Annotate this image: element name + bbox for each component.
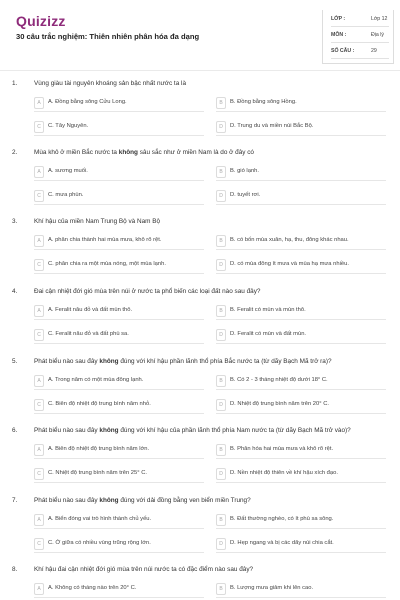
option-underline [34,204,204,205]
option-text: B. Đồng bằng sông Hồng. [230,99,297,105]
question-7 [0,497,400,565]
option-text: C. mưa phùn. [48,192,84,198]
option-underline [34,413,204,414]
answer-option-a[interactable] [34,166,204,180]
question-number: 5. [12,358,18,365]
option-underline [34,135,204,136]
answer-option-d[interactable] [216,538,386,552]
option-letter-badge: D [216,329,226,341]
answer-option-a[interactable] [34,583,204,597]
option-text: D. Nền nhiệt độ thiên về khí hậu xích đạo. [230,470,338,476]
option-text: B. Có 2 - 3 tháng nhiệt độ dưới 18° C. [230,377,328,383]
answer-option-c[interactable] [34,399,204,413]
header-divider [0,70,400,71]
option-underline [34,458,204,459]
option-letter-badge: D [216,190,226,202]
option-letter-badge: C [34,190,44,202]
option-text: A. sương muối. [48,168,88,174]
option-letter-badge: A [34,235,44,247]
option-letter-badge: B [216,305,226,317]
question-3 [0,218,400,286]
answer-option-c[interactable] [34,538,204,552]
answer-option-d[interactable] [216,468,386,482]
question-number: 3. [12,218,18,225]
option-text: A. Feralit nâu đỏ và đất mùn thô. [48,307,133,313]
option-letter-badge: B [216,97,226,109]
question-8 [0,566,400,600]
option-underline [216,343,386,344]
answer-option-c[interactable] [34,121,204,135]
meta-value: Địa lý [371,32,384,38]
question-number: 4. [12,288,18,295]
answer-option-d[interactable] [216,329,386,343]
answer-option-c[interactable] [34,190,204,204]
answer-option-b[interactable] [216,97,386,111]
option-underline [216,413,386,414]
question-6 [0,427,400,495]
meta-class [331,14,395,28]
option-underline [34,273,204,274]
option-letter-badge: A [34,514,44,526]
answer-option-b[interactable] [216,375,386,389]
option-underline [34,343,204,344]
option-text: C. Ở giữa có nhiều vùng trũng rộng lớn. [48,540,151,546]
option-letter-badge: B [216,166,226,178]
option-text: C. phân chia ra một mùa nóng, một mùa lạnh. [48,261,166,267]
option-text: A. phân chia thành hai mùa mưa, khô rõ rệt. [48,237,162,243]
worksheet-header [0,0,400,72]
meta-question-count [331,46,395,60]
option-text: D. Feralit có mùn và đất mùn. [230,331,307,337]
option-text: A. Đồng bằng sông Cửu Long. [48,99,127,105]
answer-option-b[interactable] [216,235,386,249]
answer-option-b[interactable] [216,166,386,180]
worksheet-meta [322,10,394,64]
option-underline [34,180,204,181]
question-text: Khí hậu của miền Nam Trung Bộ và Nam Bộ [34,218,161,225]
answer-option-b[interactable] [216,444,386,458]
option-underline [34,597,204,598]
option-text: D. có mùa đông ít mưa và mùa hạ mưa nhiều. [230,261,349,267]
option-letter-badge: C [34,121,44,133]
option-underline [216,528,386,529]
answer-option-d[interactable] [216,259,386,273]
answer-option-d[interactable] [216,399,386,413]
question-text: Đai cận nhiệt đới gió mùa trên núi ở nước ta phổ biến các loại đất nào sau đây? [34,288,261,295]
answer-option-a[interactable] [34,305,204,319]
meta-divider [331,26,389,27]
question-text: Khí hậu đai cận nhiệt đới gió mùa trên núi nước ta có đặc điểm nào sau đây? [34,566,254,573]
option-letter-badge: C [34,468,44,480]
meta-label: SỐ CÂU : [331,48,355,54]
option-letter-badge: A [34,97,44,109]
question-text: Phát biểu nào sau đây không đúng với khí hậu phần lãnh thổ phía Bắc nước ta (từ dãy Bạch Mã trở ra)? [34,358,332,365]
option-underline [216,249,386,250]
answer-option-c[interactable] [34,468,204,482]
answer-option-a[interactable] [34,235,204,249]
meta-subject [331,30,395,44]
option-text: D. Nhiệt độ trung bình năm trên 20° C. [230,401,329,407]
meta-value: 29 [371,48,377,54]
option-underline [34,249,204,250]
quizizz-logo: Quizizz [16,13,66,29]
option-text: B. Lượng mưa giảm khi lên cao. [230,585,314,591]
option-underline [216,273,386,274]
option-letter-badge: B [216,514,226,526]
option-text: D. Trung du và miền núi Bắc Bộ. [230,123,314,129]
question-text: Phát biểu nào sau đây không đúng với dải đồng bằng ven biển miền Trung? [34,497,251,504]
option-underline [216,111,386,112]
answer-option-c[interactable] [34,329,204,343]
option-text: A. Trong năm có một mùa đông lạnh. [48,377,144,383]
question-text: Phát biểu nào sau đây không đúng với khí hậu của phần lãnh thổ phía Nam nước ta (từ dãy Bạch Mã trở vào)? [34,427,351,434]
answer-option-a[interactable] [34,444,204,458]
option-text: B. Feralit có mùn và mùn thô. [230,307,306,313]
option-underline [216,482,386,483]
option-underline [216,458,386,459]
option-underline [216,204,386,205]
option-underline [34,528,204,529]
option-letter-badge: B [216,375,226,387]
option-text: B. Phân hóa hai mùa mưa và khô rõ rệt. [230,446,334,452]
option-text: D. tuyết rơi. [230,192,261,198]
option-letter-badge: A [34,166,44,178]
question-number: 6. [12,427,18,434]
option-letter-badge: C [34,259,44,271]
option-underline [34,319,204,320]
option-underline [34,552,204,553]
option-underline [216,135,386,136]
option-letter-badge: C [34,399,44,411]
option-underline [34,482,204,483]
option-letter-badge: B [216,235,226,247]
meta-divider [331,58,389,59]
option-text: B. gió lạnh. [230,168,260,174]
option-letter-badge: A [34,375,44,387]
question-2 [0,149,400,217]
option-letter-badge: A [34,305,44,317]
answer-option-c[interactable] [34,259,204,273]
question-4 [0,288,400,356]
question-number: 7. [12,497,18,504]
answer-option-a[interactable] [34,514,204,528]
option-underline [34,111,204,112]
option-letter-badge: A [34,583,44,595]
option-letter-badge: D [216,259,226,271]
answer-option-a[interactable] [34,375,204,389]
option-letter-badge: B [216,583,226,595]
option-underline [216,389,386,390]
answer-option-b[interactable] [216,305,386,319]
option-letter-badge: D [216,468,226,480]
option-text: C. Nhiệt độ trung bình năm trên 25° C. [48,470,147,476]
option-text: C. Biên độ nhiệt độ trung bình năm nhỏ. [48,401,151,407]
meta-label: MÔN : [331,32,347,38]
option-underline [216,597,386,598]
meta-value: Lớp 12 [371,16,388,22]
question-number: 8. [12,566,18,573]
option-underline [34,389,204,390]
option-letter-badge: B [216,444,226,456]
option-letter-badge: C [34,329,44,341]
question-5 [0,358,400,426]
option-text: B. có bốn mùa xuân, hạ, thu, đông khác nhau. [230,237,349,243]
option-text: B. Đất thường nghèo, có ít phù sa sông. [230,516,334,522]
answer-option-d[interactable] [216,121,386,135]
option-underline [216,180,386,181]
answer-option-b[interactable] [216,583,386,597]
option-letter-badge: D [216,399,226,411]
option-underline [216,319,386,320]
answer-option-a[interactable] [34,97,204,111]
option-text: C. Tây Nguyên. [48,123,89,129]
option-text: A. Biên độ nhiệt độ trung bình năm lớn. [48,446,150,452]
option-text: A. Biển đóng vai trò hình thành chủ yếu. [48,516,152,522]
answer-option-d[interactable] [216,190,386,204]
option-text: D. Hẹp ngang và bị các dãy núi chia cắt. [230,540,334,546]
option-underline [216,552,386,553]
option-text: C. Feralit nâu đỏ và đất phù sa. [48,331,129,337]
question-text: Mùa khô ở miền Bắc nước ta không sâu sắc như ở miền Nam là do ở đây có [34,149,254,156]
question-1 [0,80,400,148]
meta-label: LỚP : [331,16,346,22]
meta-divider [331,42,389,43]
worksheet-title: 30 câu trắc nghiệm: Thiên nhiên phân hóa đa dạng [16,32,200,41]
option-letter-badge: C [34,538,44,550]
option-text: A. Không có tháng nào trên 20° C. [48,585,137,591]
question-text: Vùng giàu tài nguyên khoáng sản bậc nhất nước ta là [34,80,187,87]
option-letter-badge: A [34,444,44,456]
question-number: 1. [12,80,18,87]
option-letter-badge: D [216,538,226,550]
option-letter-badge: D [216,121,226,133]
answer-option-b[interactable] [216,514,386,528]
question-number: 2. [12,149,18,156]
